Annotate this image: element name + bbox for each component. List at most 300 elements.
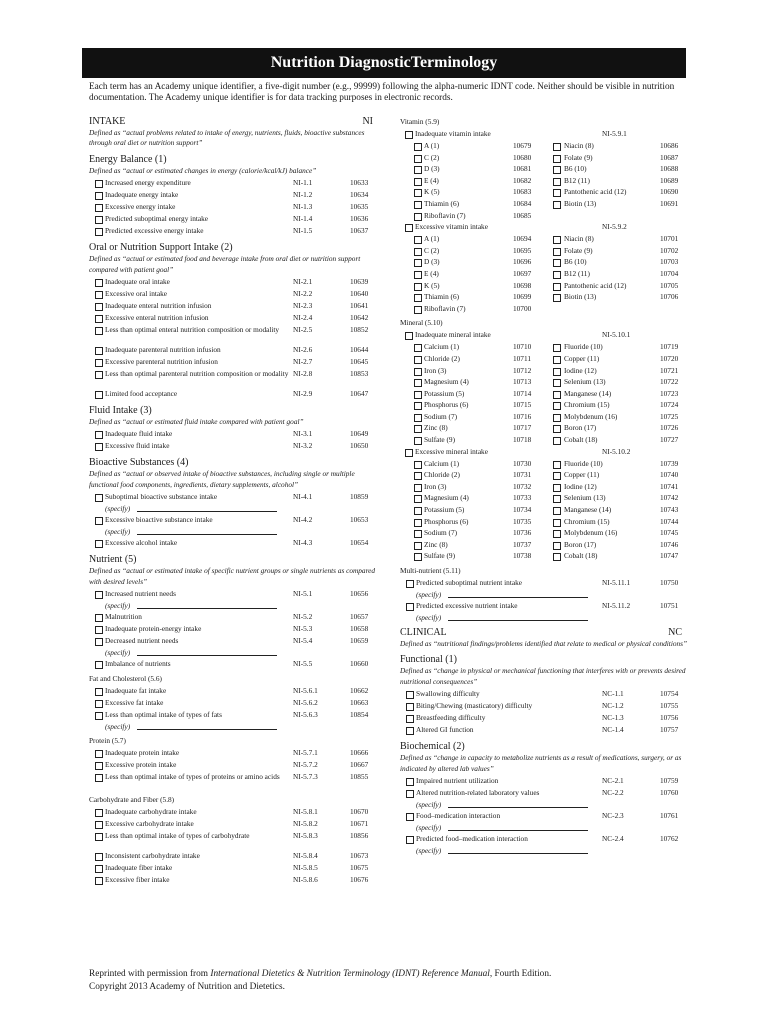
nutrient-id: 10725 — [660, 411, 679, 421]
nutrient-label: Folate (9) — [564, 152, 593, 162]
checkbox[interactable] — [414, 472, 422, 480]
specify-input[interactable] — [448, 597, 588, 598]
checkbox[interactable] — [414, 155, 422, 163]
term-code: NC-2.2 — [602, 788, 624, 798]
checkbox[interactable] — [414, 519, 422, 527]
checkbox[interactable] — [553, 189, 561, 197]
term-row — [400, 688, 690, 700]
nutrient-label: Riboflavin (7) — [424, 303, 466, 313]
checkbox[interactable] — [95, 540, 103, 548]
mineral-inadequate-row — [400, 329, 690, 341]
checkbox[interactable] — [95, 700, 103, 708]
term-label: Inadequate vitamin intake — [415, 129, 491, 138]
checkbox[interactable] — [414, 379, 422, 387]
nutrient-label: Biotin (13) — [564, 198, 597, 208]
checkbox[interactable] — [414, 178, 422, 186]
checkbox[interactable] — [414, 259, 422, 267]
checkbox[interactable] — [553, 294, 561, 302]
checkbox[interactable] — [553, 414, 561, 422]
nutrient-id: 10684 — [513, 198, 532, 208]
nutrient-id: 10718 — [513, 435, 532, 445]
nutrient-label: Riboflavin (7) — [424, 210, 466, 220]
checkbox[interactable] — [95, 877, 103, 885]
checkbox[interactable] — [95, 591, 103, 599]
term-code: NI-5.11.1 — [602, 578, 631, 587]
checkbox[interactable] — [553, 283, 561, 291]
nutrient-id: 10713 — [513, 377, 532, 387]
vitamin-heading: Vitamin (5.9) — [400, 117, 440, 126]
nutrient-row — [400, 504, 690, 516]
term-code: NI-1.4 — [293, 214, 313, 224]
checkbox[interactable] — [95, 291, 103, 299]
checkbox[interactable] — [95, 327, 103, 335]
term-row — [400, 787, 690, 799]
fluid-intake-list — [89, 428, 381, 452]
nutrient-label: Pantothenic acid (12) — [564, 187, 627, 197]
term-row — [400, 810, 690, 822]
checkbox[interactable] — [405, 332, 413, 340]
term-id: 10644 — [350, 345, 369, 355]
fat-cholesterol-list — [89, 685, 381, 732]
checkbox[interactable] — [95, 853, 103, 861]
checkbox[interactable] — [414, 271, 422, 279]
nutrient-label: Fluoride (10) — [564, 458, 603, 468]
term-id: 10656 — [350, 589, 369, 599]
checkbox[interactable] — [406, 813, 414, 821]
term-label: Increased nutrient needs — [105, 589, 176, 599]
checkbox[interactable] — [553, 368, 561, 376]
nutrient-label: Thiamin (6) — [424, 292, 460, 302]
term-id: 10852 — [350, 325, 369, 335]
checkbox[interactable] — [553, 201, 561, 209]
checkbox[interactable] — [553, 344, 561, 352]
checkbox[interactable] — [406, 778, 414, 786]
term-row — [89, 440, 381, 452]
term-id: 10659 — [350, 636, 369, 646]
nutrient-id: 10680 — [513, 152, 532, 162]
term-row — [89, 635, 381, 647]
nutrient-row — [400, 303, 690, 315]
term-id: 10645 — [350, 357, 369, 367]
specify-label: (specify) — [105, 722, 131, 732]
specify-label: (specify) — [416, 613, 442, 622]
term-row — [89, 368, 381, 388]
nutrient-list — [89, 588, 381, 670]
specify-label: (specify) — [416, 590, 442, 599]
term-label: Impaired nutrient utilization — [416, 776, 499, 786]
nutrient-label: Boron (17) — [564, 423, 597, 433]
checkbox[interactable] — [414, 283, 422, 291]
checkbox[interactable] — [414, 294, 422, 302]
checkbox[interactable] — [95, 614, 103, 622]
checkbox[interactable] — [414, 368, 422, 376]
nutrient-row — [400, 539, 690, 551]
nutrient-row — [400, 527, 690, 539]
checkbox[interactable] — [406, 790, 414, 798]
checkbox[interactable] — [553, 402, 561, 410]
term-id: 10751 — [660, 601, 679, 610]
nutrient-row — [400, 140, 690, 152]
term-code: NI-2.7 — [293, 357, 313, 367]
term-row — [400, 700, 690, 712]
checkbox[interactable] — [95, 204, 103, 212]
checkbox[interactable] — [553, 519, 561, 527]
bioactive-definition: Defined as “actual or observed intake of bioactive substances, including single or multiple functional food components, ingredients, dietary supplements, alcohol” — [89, 469, 355, 489]
specify-input[interactable] — [137, 534, 277, 535]
checkbox[interactable] — [406, 727, 414, 735]
term-code: NI-5.10.2 — [602, 446, 631, 456]
checkbox[interactable] — [95, 347, 103, 355]
checkbox[interactable] — [414, 437, 422, 445]
checkbox[interactable] — [553, 155, 561, 163]
term-code: NI-5.6.3 — [293, 710, 318, 720]
nutrient-label: Potassium (5) — [424, 505, 465, 515]
checkbox[interactable] — [414, 391, 422, 399]
nutrient-row — [400, 245, 690, 257]
checkbox[interactable] — [414, 344, 422, 352]
checkbox[interactable] — [406, 580, 414, 588]
checkbox[interactable] — [414, 201, 422, 209]
term-label: Less than optimal intake of types of carbohydrate — [105, 831, 250, 841]
term-id: 10650 — [350, 441, 369, 451]
multi-nutrient-heading: Multi-nutrient (5.11) — [400, 566, 461, 575]
specify-input[interactable] — [448, 807, 588, 808]
nutrient-label: E (4) — [424, 268, 439, 278]
term-row — [89, 850, 381, 862]
oral-support-heading: Oral or Nutrition Support Intake (2) — [89, 242, 233, 254]
checkbox[interactable] — [553, 143, 561, 151]
term-id: 10662 — [350, 686, 369, 696]
term-code: NI-2.4 — [293, 313, 313, 323]
term-id: 10649 — [350, 429, 369, 439]
nutrient-label: Sulfate (9) — [424, 551, 456, 561]
checkbox[interactable] — [95, 809, 103, 817]
specify-line — [89, 503, 381, 514]
term-id: 10657 — [350, 612, 369, 622]
checkbox[interactable] — [95, 216, 103, 224]
footer-suffix: , Fourth Edition. — [489, 969, 552, 979]
intake-code: NI — [362, 116, 373, 127]
term-row — [89, 189, 381, 201]
term-label: Excessive mineral intake — [415, 446, 488, 456]
nutrient-id: 10696 — [513, 257, 532, 267]
checkbox[interactable] — [414, 530, 422, 538]
checkbox[interactable] — [414, 306, 422, 314]
term-code: NI-5.8.2 — [293, 819, 318, 829]
checkbox[interactable] — [95, 774, 103, 782]
checkbox[interactable] — [553, 425, 561, 433]
mineral-inadequate-grid — [400, 341, 690, 445]
footer-line-2: Copyright 2013 Academy of Nutrition and Dietetics. — [89, 981, 285, 992]
term-id: 10642 — [350, 313, 369, 323]
term-label: Inadequate protein-energy intake — [105, 624, 202, 634]
nutrient-id: 10732 — [513, 481, 532, 491]
nutrient-id: 10719 — [660, 342, 679, 352]
term-id: 10653 — [350, 515, 369, 525]
nutrient-row — [400, 291, 690, 303]
mineral-excessive-row — [400, 446, 690, 458]
checkbox[interactable] — [95, 661, 103, 669]
nutrient-label: K (5) — [424, 187, 440, 197]
nutrient-row — [400, 353, 690, 365]
checkbox[interactable] — [405, 224, 413, 232]
checkbox[interactable] — [553, 542, 561, 550]
nutrient-id: 10704 — [660, 268, 679, 278]
specify-label: (specify) — [105, 648, 131, 658]
term-label: Less than optimal enteral nutrition composition or modality — [105, 325, 280, 335]
nutrient-label: B6 (10) — [564, 164, 587, 174]
nutrient-id: 10699 — [513, 292, 532, 302]
checkbox[interactable] — [95, 391, 103, 399]
nutrient-label: E (4) — [424, 175, 439, 185]
term-label: Altered nutrition-related laboratory values — [416, 788, 540, 798]
checkbox[interactable] — [553, 248, 561, 256]
checkbox[interactable] — [414, 495, 422, 503]
nutrient-id: 10701 — [660, 234, 679, 244]
checkbox[interactable] — [95, 494, 103, 502]
specify-line — [89, 526, 381, 537]
nutrient-label: D (3) — [424, 164, 440, 174]
nutrient-row — [400, 280, 690, 292]
fat-cholesterol-heading: Fat and Cholesterol (5.6) — [89, 674, 162, 684]
checkbox[interactable] — [414, 189, 422, 197]
checkbox[interactable] — [95, 750, 103, 758]
checkbox[interactable] — [406, 691, 414, 699]
nutrient-id: 10698 — [513, 280, 532, 290]
term-label: Predicted excessive energy intake — [105, 226, 204, 236]
nutrient-id: 10689 — [660, 175, 679, 185]
checkbox[interactable] — [95, 180, 103, 188]
term-row — [400, 600, 690, 612]
term-label: Excessive energy intake — [105, 202, 176, 212]
checkbox[interactable] — [553, 356, 561, 364]
protein-heading: Protein (5.7) — [89, 736, 126, 746]
nutrient-id: 10716 — [513, 411, 532, 421]
nutrient-row — [400, 399, 690, 411]
checkbox[interactable] — [553, 461, 561, 469]
protein-list — [89, 747, 381, 791]
term-row — [400, 775, 690, 787]
specify-input[interactable] — [137, 729, 277, 730]
nutrient-label: Cobalt (18) — [564, 551, 598, 561]
term-row — [89, 697, 381, 709]
term-label: Inadequate enteral nutrition infusion — [105, 301, 212, 311]
term-row — [89, 685, 381, 697]
term-code: NI-1.1 — [293, 178, 313, 188]
term-row — [400, 833, 690, 845]
nutrient-id: 10745 — [660, 528, 679, 538]
checkbox[interactable] — [414, 213, 422, 221]
checkbox[interactable] — [95, 626, 103, 634]
multi-nutrient-list — [400, 577, 690, 623]
nutrient-label: Iodine (12) — [564, 365, 597, 375]
term-row — [89, 537, 381, 549]
term-code: NI-5.9.1 — [602, 129, 627, 138]
nutrient-id: 10735 — [513, 516, 532, 526]
checkbox[interactable] — [553, 530, 561, 538]
right-column — [400, 116, 690, 856]
term-id: 10757 — [660, 725, 679, 735]
specify-input[interactable] — [137, 511, 277, 512]
nutrient-id: 10682 — [513, 175, 532, 185]
nutrient-id: 10700 — [513, 303, 532, 313]
checkbox[interactable] — [553, 178, 561, 186]
term-id: 10635 — [350, 202, 369, 212]
nutrient-label: Biotin (13) — [564, 292, 597, 302]
checkbox[interactable] — [553, 259, 561, 267]
checkbox[interactable] — [95, 821, 103, 829]
checkbox[interactable] — [406, 603, 414, 611]
checkbox[interactable] — [95, 315, 103, 323]
checkbox[interactable] — [95, 865, 103, 873]
specify-input[interactable] — [448, 853, 588, 854]
term-label: Food–medication interaction — [416, 811, 501, 821]
footer-line-1 — [89, 968, 709, 981]
nutrient-label: A (1) — [424, 234, 440, 244]
specify-label: (specify) — [416, 846, 442, 856]
specify-line — [89, 721, 381, 732]
checkbox[interactable] — [406, 836, 414, 844]
checkbox[interactable] — [95, 303, 103, 311]
term-id: 10855 — [350, 772, 369, 782]
checkbox[interactable] — [405, 131, 413, 139]
term-id: 10647 — [350, 389, 369, 399]
term-row — [89, 747, 381, 759]
nutrient-row — [400, 492, 690, 504]
checkbox[interactable] — [406, 703, 414, 711]
checkbox[interactable] — [414, 484, 422, 492]
mineral-excessive-grid — [400, 458, 690, 562]
checkbox[interactable] — [414, 553, 422, 561]
term-code: NC-2.4 — [602, 834, 624, 844]
checkbox[interactable] — [405, 449, 413, 457]
nutrient-label: Chromium (15) — [564, 400, 610, 410]
nutrient-label: Copper (11) — [564, 470, 600, 480]
nutrient-id: 10730 — [513, 458, 532, 468]
nutrient-row — [400, 376, 690, 388]
checkbox[interactable] — [553, 271, 561, 279]
specify-label: (specify) — [105, 527, 131, 537]
checkbox[interactable] — [95, 431, 103, 439]
term-code: NC-1.2 — [602, 701, 624, 711]
checkbox[interactable] — [414, 542, 422, 550]
specify-input[interactable] — [448, 830, 588, 831]
checkbox[interactable] — [95, 638, 103, 646]
checkbox[interactable] — [414, 166, 422, 174]
nutrient-label: Sulfate (9) — [424, 435, 456, 445]
checkbox[interactable] — [95, 517, 103, 525]
specify-input[interactable] — [448, 620, 588, 621]
checkbox[interactable] — [414, 414, 422, 422]
term-label: Predicted suboptimal nutrient intake — [416, 578, 522, 587]
nutrient-label: Thiamin (6) — [424, 198, 460, 208]
nutrient-id: 10706 — [660, 292, 679, 302]
checkbox[interactable] — [553, 472, 561, 480]
term-id: 10755 — [660, 701, 679, 711]
checkbox[interactable] — [95, 833, 103, 841]
specify-input[interactable] — [137, 655, 277, 656]
term-label: Inadequate carbohydrate intake — [105, 807, 197, 817]
term-id: 10641 — [350, 301, 369, 311]
term-label: Biting/Chewing (masticatory) difficulty — [416, 701, 533, 711]
checkbox[interactable] — [553, 391, 561, 399]
specify-label: (specify) — [416, 800, 442, 810]
checkbox[interactable] — [553, 484, 561, 492]
term-row — [89, 288, 381, 300]
nutrient-label: Molybdenum (16) — [564, 411, 618, 421]
nutrient-id: 10710 — [513, 342, 532, 352]
checkbox[interactable] — [414, 507, 422, 515]
nutrient-id: 10703 — [660, 257, 679, 267]
checkbox[interactable] — [95, 359, 103, 367]
term-label: Breastfeeding difficulty — [416, 713, 486, 723]
bioactive-heading: Bioactive Substances (4) — [89, 457, 189, 469]
checkbox[interactable] — [414, 236, 422, 244]
nutrient-row — [400, 516, 690, 528]
term-label: Excessive enteral nutrition infusion — [105, 313, 209, 323]
nutrient-id: 10712 — [513, 365, 532, 375]
checkbox[interactable] — [414, 248, 422, 256]
checkbox[interactable] — [553, 166, 561, 174]
nutrient-id: 10694 — [513, 234, 532, 244]
checkbox[interactable] — [553, 437, 561, 445]
nutrient-row — [400, 268, 690, 280]
checkbox[interactable] — [553, 495, 561, 503]
checkbox[interactable] — [95, 279, 103, 287]
nutrient-id: 10720 — [660, 353, 679, 363]
checkbox[interactable] — [95, 228, 103, 236]
checkbox[interactable] — [414, 143, 422, 151]
nutrient-label: Magnesium (4) — [424, 493, 469, 503]
checkbox[interactable] — [414, 402, 422, 410]
checkbox[interactable] — [414, 461, 422, 469]
nutrient-label: B12 (11) — [564, 175, 590, 185]
checkbox[interactable] — [553, 553, 561, 561]
nutrient-row — [400, 186, 690, 198]
checkbox[interactable] — [553, 236, 561, 244]
term-label: Suboptimal bioactive substance intake — [105, 492, 218, 502]
term-label: Inadequate energy intake — [105, 190, 179, 200]
nutrient-label: Zinc (8) — [424, 539, 448, 549]
term-code: NI-3.2 — [293, 441, 313, 451]
term-row — [89, 388, 381, 400]
checkbox[interactable] — [95, 688, 103, 696]
checkbox[interactable] — [406, 715, 414, 723]
nutrient-row — [400, 233, 690, 245]
term-label: Less than optimal parenteral nutrition composition or modality — [105, 369, 289, 379]
term-label: Excessive carbohydrate intake — [105, 819, 194, 829]
term-row — [89, 514, 381, 526]
term-row — [400, 712, 690, 724]
checkbox[interactable] — [553, 507, 561, 515]
term-label: Excessive protein intake — [105, 760, 177, 770]
nutrient-id: 10722 — [660, 377, 679, 387]
checkbox[interactable] — [553, 379, 561, 387]
checkbox[interactable] — [95, 371, 103, 379]
checkbox[interactable] — [95, 762, 103, 770]
checkbox[interactable] — [95, 192, 103, 200]
term-row — [89, 818, 381, 830]
nutrient-id: 10742 — [660, 493, 679, 503]
term-id: 10671 — [350, 819, 369, 829]
term-code: NI-5.8.1 — [293, 807, 318, 817]
checkbox[interactable] — [95, 712, 103, 720]
checkbox[interactable] — [414, 425, 422, 433]
checkbox[interactable] — [95, 443, 103, 451]
nutrient-row — [400, 210, 690, 222]
specify-input[interactable] — [137, 608, 277, 609]
checkbox[interactable] — [414, 356, 422, 364]
